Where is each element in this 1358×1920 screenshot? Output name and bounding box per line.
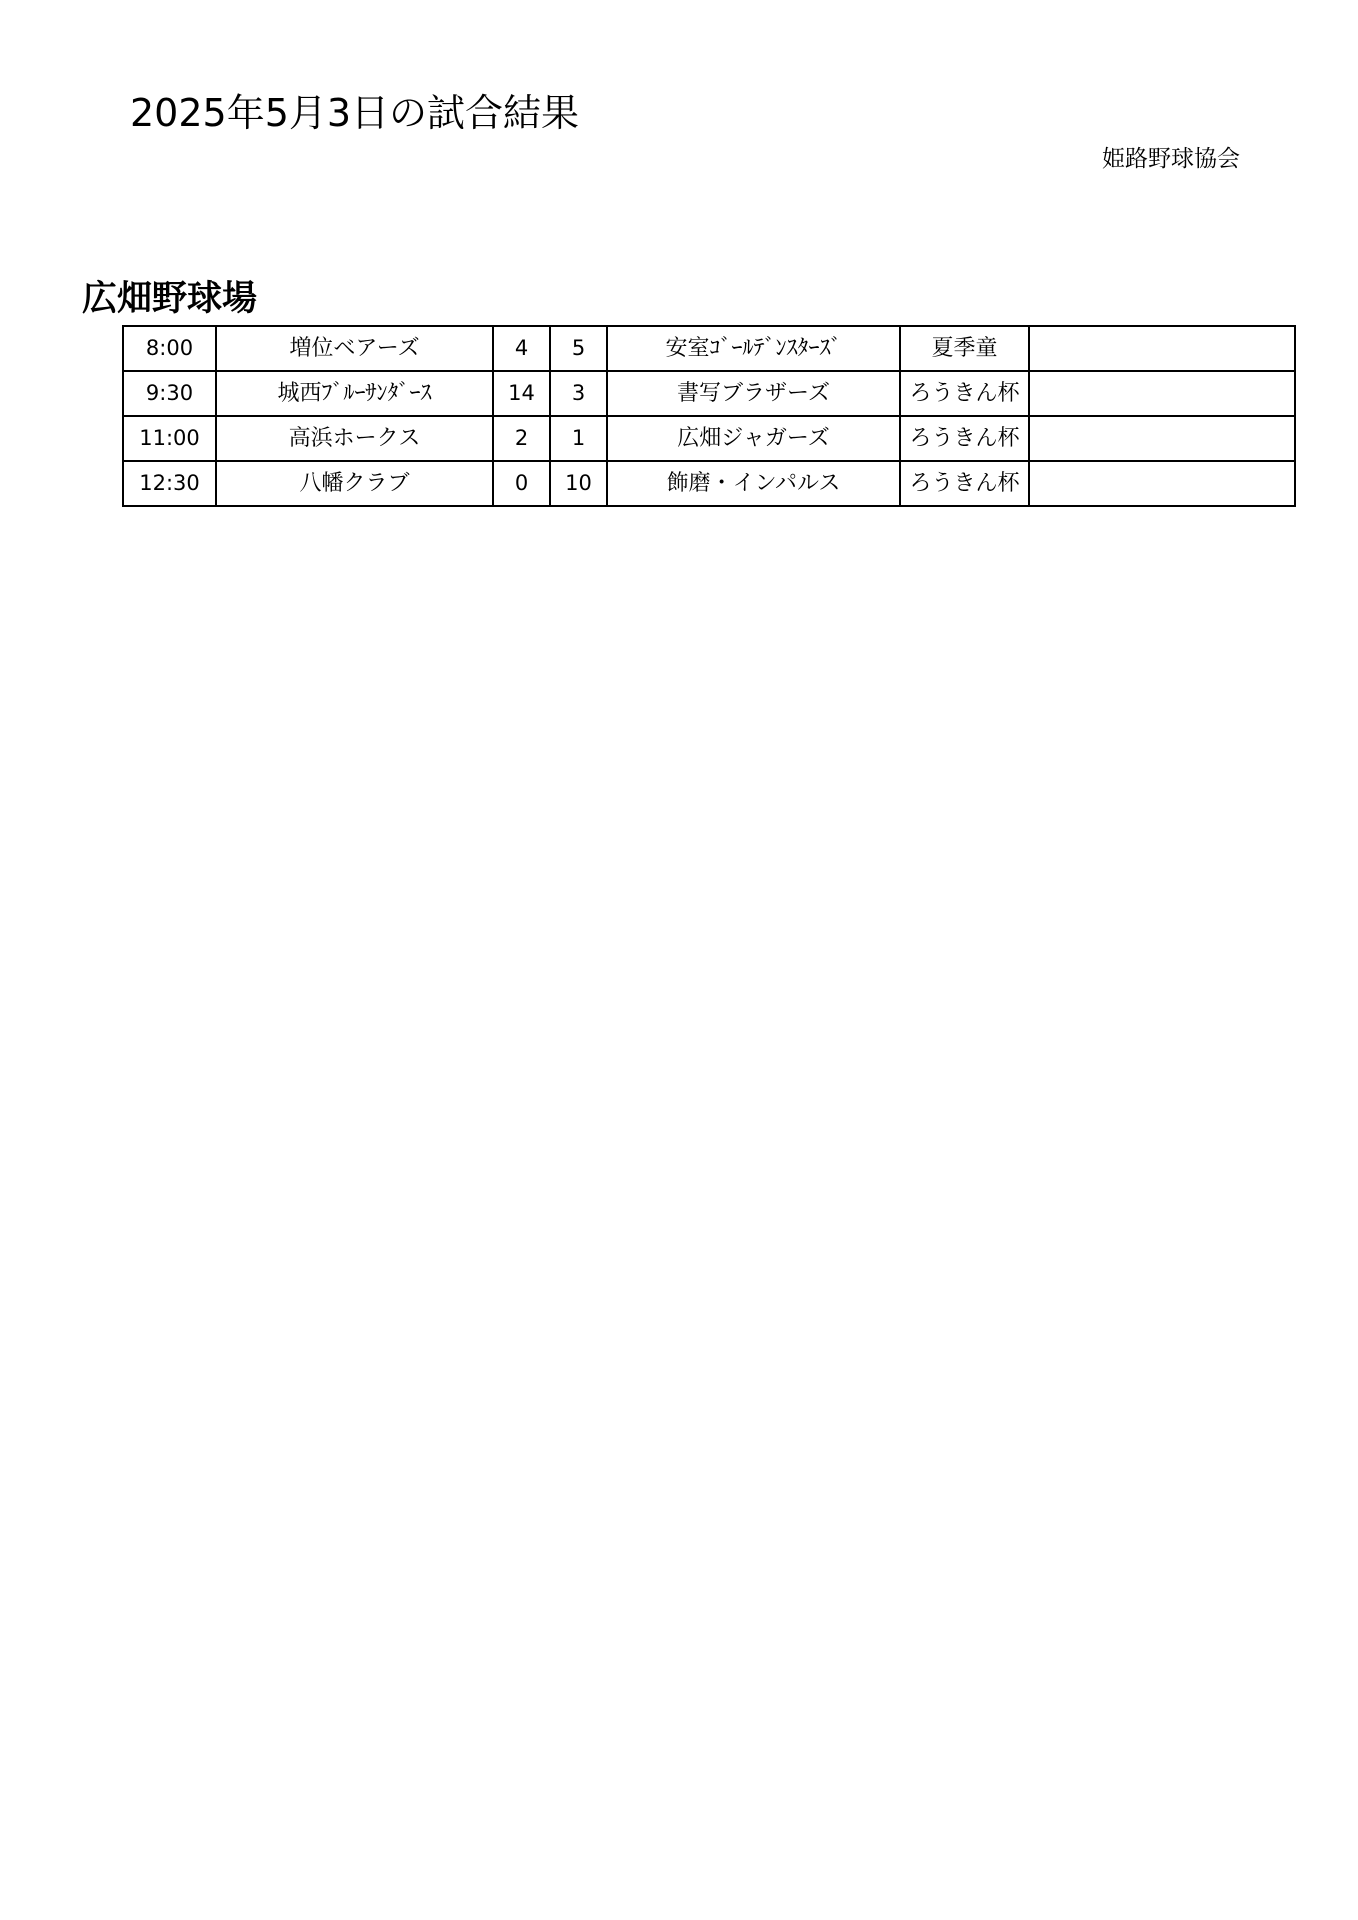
note-cell	[1029, 461, 1295, 506]
game-time: 9:30	[123, 371, 216, 416]
away-score: 10	[550, 461, 607, 506]
note-cell	[1029, 416, 1295, 461]
note-cell	[1029, 371, 1295, 416]
tournament-name: ろうきん杯	[900, 371, 1029, 416]
game-time: 8:00	[123, 326, 216, 371]
home-score: 14	[493, 371, 550, 416]
home-score: 4	[493, 326, 550, 371]
game-time: 12:30	[123, 461, 216, 506]
away-team: 書写ブラザーズ	[607, 371, 900, 416]
home-team: 城西ﾌﾞﾙｰｻﾝﾀﾞｰｽ	[216, 371, 493, 416]
home-team: 八幡クラブ	[216, 461, 493, 506]
away-score: 3	[550, 371, 607, 416]
page-title: 2025年5月3日の試合結果	[130, 91, 580, 135]
tournament-name: ろうきん杯	[900, 416, 1029, 461]
tournament-name: ろうきん杯	[900, 461, 1029, 506]
away-team: 安室ｺﾞｰﾙﾃﾞﾝｽﾀｰｽﾞ	[607, 326, 900, 371]
table-row	[123, 371, 1295, 416]
away-team: 広畑ジャガーズ	[607, 416, 900, 461]
home-score: 0	[493, 461, 550, 506]
note-cell	[1029, 326, 1295, 371]
table-row	[123, 461, 1295, 506]
away-team: 飾磨・インパルス	[607, 461, 900, 506]
results-table	[122, 325, 1296, 507]
tournament-name: 夏季童	[900, 326, 1029, 371]
venue-title: 広畑野球場	[82, 279, 258, 319]
home-team: 高浜ホークス	[216, 416, 493, 461]
organization-name: 姫路野球協会	[1102, 146, 1240, 172]
away-score: 5	[550, 326, 607, 371]
table-row	[123, 326, 1295, 371]
home-team: 増位ベアーズ	[216, 326, 493, 371]
away-score: 1	[550, 416, 607, 461]
home-score: 2	[493, 416, 550, 461]
table-row	[123, 416, 1295, 461]
game-time: 11:00	[123, 416, 216, 461]
